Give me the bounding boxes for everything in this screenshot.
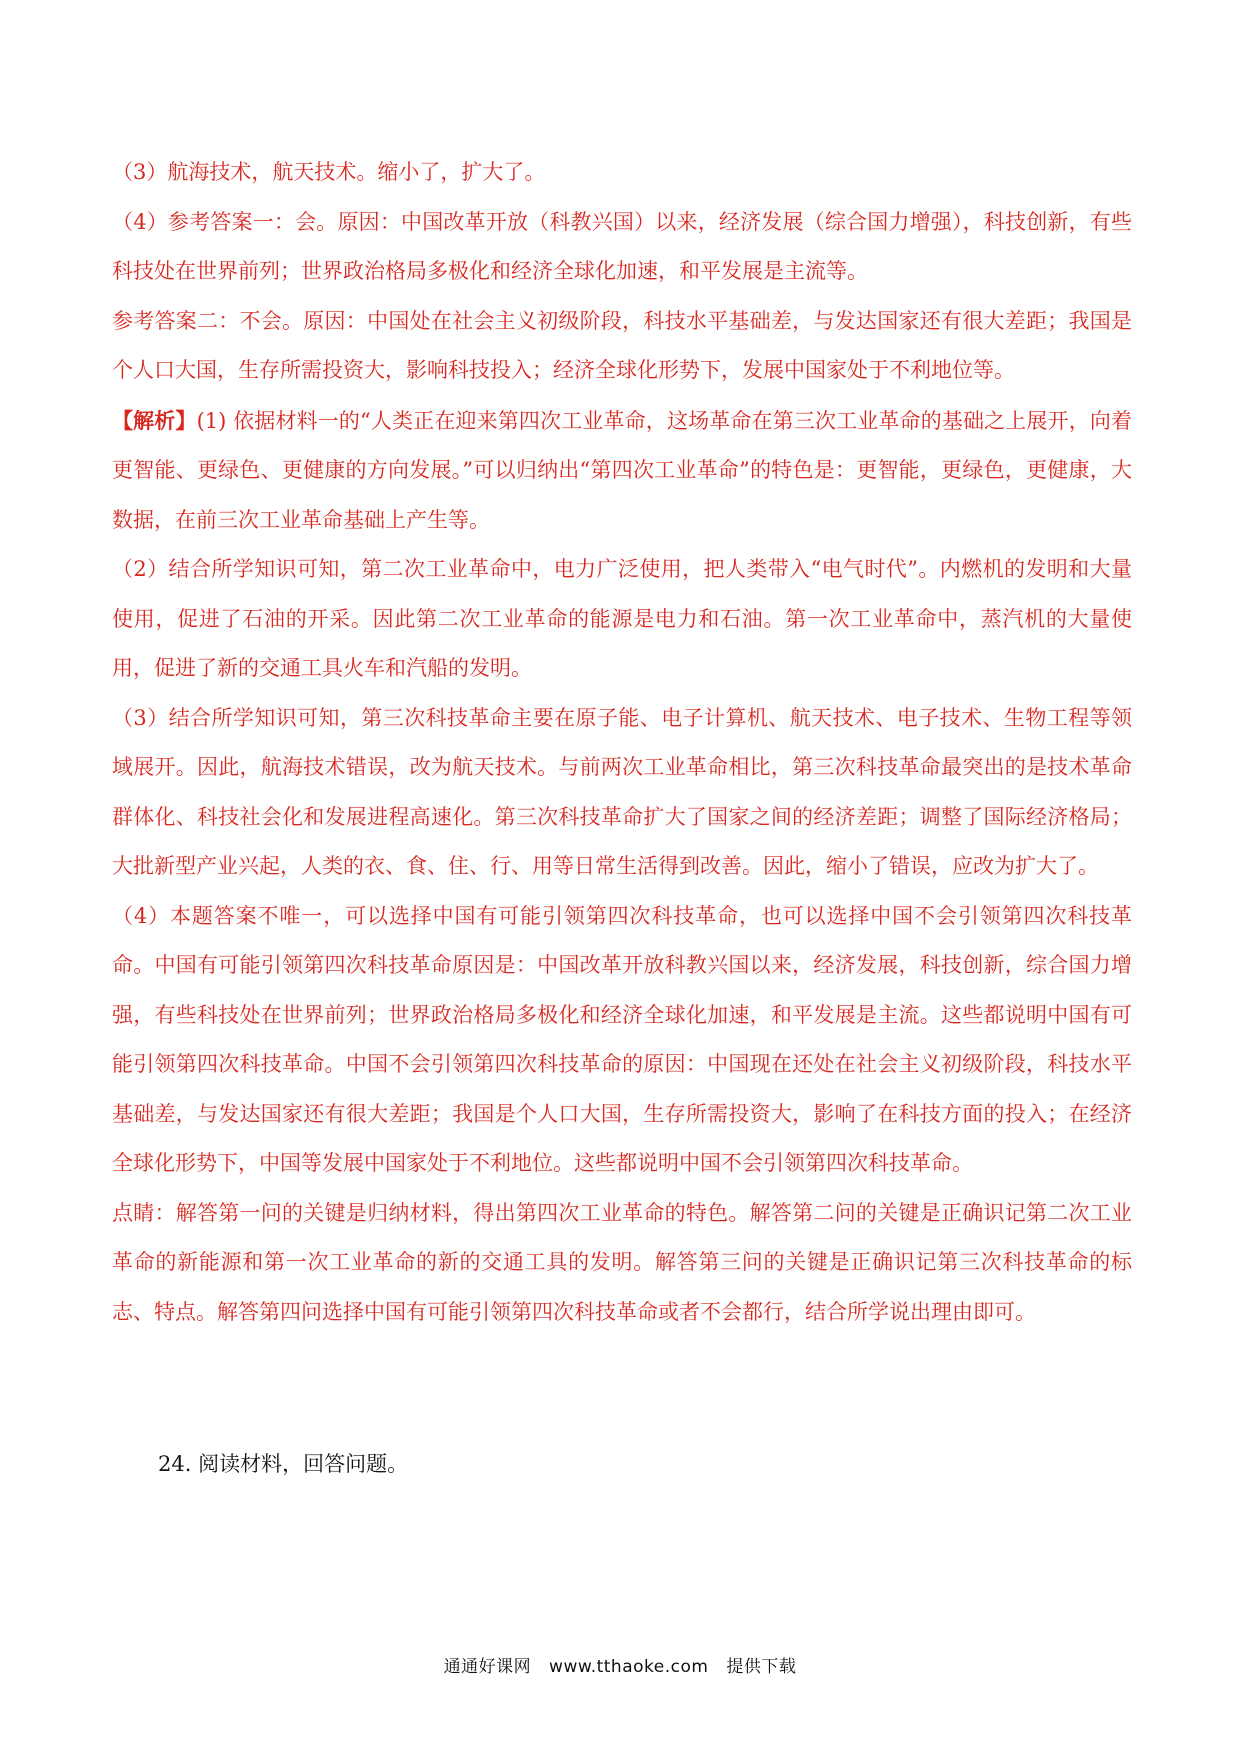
answer-section (112, 148, 1132, 1337)
analysis-3: （3）结合所学知识可知，第三次科技革命主要在原子能、电子计算机、航天技术、电子技术、生物工程等领域展开。因此，航海技术错误，改为航天技术。与前两次工业革命相比，第三次科技革命最突出的是技术革命群体化、科技社会化和发展进程高速化。第三次科技革命扩大了国家之间的经济差距；调整了国际经济格局；大批新型产业兴起，人类的衣、食、住、行、用等日常生活得到改善。因此，缩小了错误，应改为扩大了。 (112, 705, 1132, 878)
analysis-1-text: (1) 依据材料一的“人类正在迎来第四次工业革命，这场革命在第三次工业革命的基础之上展开，向着更智能、更绿色、更健康的方向发展。”可以归纳出“第四次工业革命”的特色是：更智能，更绿色，更健康，大数据，在前三次工业革命基础上产生等。 (112, 408, 1133, 532)
footer-site-name: 通通好课网 (443, 1657, 532, 1677)
footer-url-link[interactable]: www.tthaoke.com (549, 1657, 709, 1677)
analysis-1 (112, 396, 1132, 546)
analysis-4: （4）本题答案不唯一，可以选择中国有可能引领第四次科技革命，也可以选择中国不会引领第四次科技革命。中国有可能引领第四次科技革命原因是：中国改革开放科教兴国以来，经济发展，科技创新，综合国力增强，有些科技处在世界前列；世界政治格局多极化和经济全球化加速，和平发展是主流。这些都说明中国有可能引领第四次科技革命。中国不会引领第四次科技革命的原因：中国现在还处在社会主义初级阶段，科技水平基础差，与发达国家还有很大差距；我国是个人口大国，生存所需投资大，影响了在科技方面的投入；在经济全球化形势下，中国等发展中国家处于不利地位。这些都说明中国不会引领第四次科技革命。 (112, 903, 1132, 1175)
page-footer (0, 1652, 1240, 1677)
answer-4: （4）参考答案一：会。原因：中国改革开放（科教兴国）以来，经济发展（综合国力增强），科技创新，有些科技处在世界前列；世界政治格局多极化和经济全球化加速，和平发展是主流等。 (112, 209, 1132, 283)
analysis-2: （2）结合所学知识可知，第二次工业革命中，电力广泛使用，把人类带入“电气时代”。内燃机的发明和大量使用，促进了石油的开采。因此第二次工业革命的能源是电力和石油。第一次工业革命中，蒸汽机的大量使用，促进了新的交通工具火车和汽船的发明。 (112, 557, 1132, 680)
tip-paragraph: 点睛：解答第一问的关键是归纳材料，得出第四次工业革命的特色。解答第二问的关键是正确识记第二次工业革命的新能源和第一次工业革命的新的交通工具的发明。解答第三问的关键是正确识记第三次科技革命的标志、特点。解答第四问选择中国有可能引领第四次科技革命或者不会都行，结合所学说出理由即可。 (112, 1200, 1132, 1324)
answer-4-alternative: 参考答案二：不会。原因：中国处在社会主义初级阶段，科技水平基础差，与发达国家还有很大差距；我国是个人口大国，生存所需投资大，影响科技投入；经济全球化形势下，发展中国家处于不利地位等。 (112, 308, 1132, 382)
question-24-heading: 24. 阅读材料，回答问题。 (158, 1452, 409, 1476)
footer-suffix: 提供下载 (726, 1657, 797, 1677)
analysis-label: 【解析】 (112, 407, 197, 433)
answer-3: （3）航海技术，航天技术。缩小了，扩大了。 (112, 160, 546, 184)
